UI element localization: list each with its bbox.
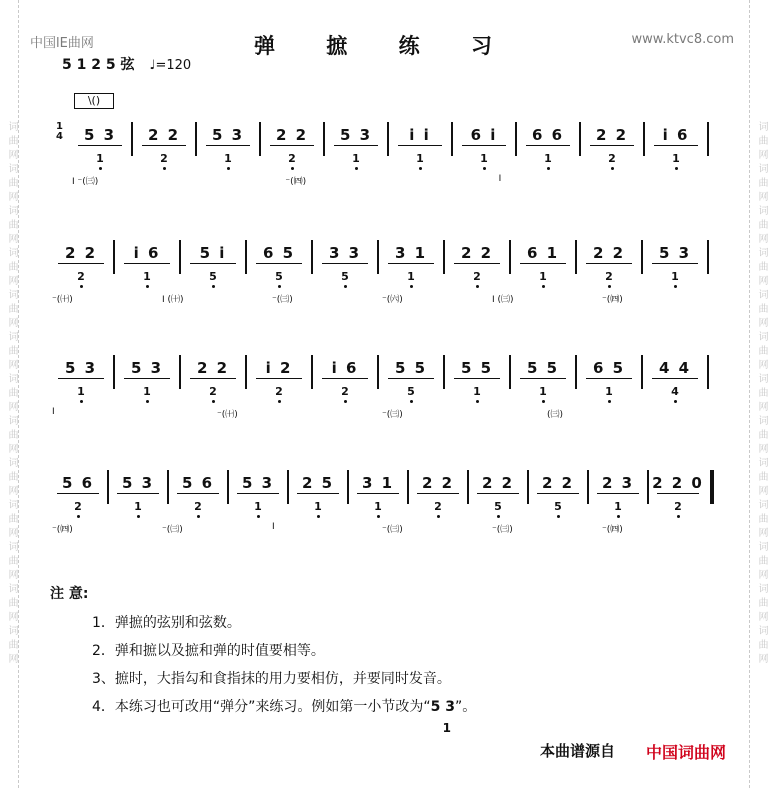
measure xyxy=(468,470,528,530)
measure-notes: 5 3 xyxy=(114,359,180,379)
measure-string: 1 xyxy=(452,152,516,170)
score-row xyxy=(48,470,718,540)
measure-notes: 5 5 xyxy=(444,359,510,379)
measure-notes: i 6 xyxy=(114,244,180,264)
measure-string: 5 xyxy=(180,270,246,288)
watermark-url: www.ktvc8.com xyxy=(631,32,734,47)
measure-string: 1 xyxy=(588,500,648,518)
measure xyxy=(180,240,246,300)
measure xyxy=(312,240,378,300)
measure xyxy=(114,355,180,415)
measure-notes: 5 6 xyxy=(48,474,108,494)
measure xyxy=(348,470,408,530)
note-item-1: 1．弹摭的弦别和弦数。 xyxy=(92,615,241,631)
fingering-mark: ⁻(㈢) xyxy=(162,525,183,535)
notes-heading: 注 意: xyxy=(50,586,89,602)
measure-string: 1 xyxy=(114,385,180,403)
measure xyxy=(576,240,642,300)
measure xyxy=(510,355,576,415)
measure xyxy=(510,240,576,300)
measure-string: 2 xyxy=(408,500,468,518)
measure-notes: 2 2 xyxy=(48,244,114,264)
measure-notes: 5 3 xyxy=(68,126,132,146)
measure xyxy=(528,470,588,530)
measure xyxy=(388,122,452,182)
measure xyxy=(114,240,180,300)
measure xyxy=(378,240,444,300)
measure-string: 1 xyxy=(68,152,132,170)
tempo: ♩=120 xyxy=(149,58,192,73)
measure xyxy=(444,355,510,415)
measure-notes: 2 2 xyxy=(468,474,528,494)
score-title: 弹 摭 练 习 xyxy=(254,33,514,58)
measure-string: 1 xyxy=(288,500,348,518)
fingering-mark: ⁻(㈣) xyxy=(602,295,623,305)
fingering-mark: I xyxy=(52,407,55,417)
watermark-side-left: 词曲网词曲网词曲网词曲网词曲网词曲网词曲网词曲网词曲网词曲网词曲网词曲网词曲网 xyxy=(0,0,19,788)
measure-string: 2 xyxy=(648,500,708,518)
technique-box: \() xyxy=(74,93,114,109)
measure-string: 1 xyxy=(516,152,580,170)
measure xyxy=(246,355,312,415)
measure-notes: 5 i xyxy=(180,244,246,264)
measure-string: 1 xyxy=(388,152,452,170)
fingering-mark: ⁻(㈢) xyxy=(382,410,403,420)
measure-string: 2 xyxy=(48,270,114,288)
fingering-mark: ⁻(㈩) xyxy=(217,410,238,420)
measure-string: 1 xyxy=(644,152,708,170)
fingering-mark: ⁻(㈩) xyxy=(52,295,73,305)
measure-notes: 5 5 xyxy=(510,359,576,379)
measure-notes: 3 3 xyxy=(312,244,378,264)
measure xyxy=(576,355,642,415)
fingering-mark: I ⁻(㈢) xyxy=(72,177,99,187)
watermark-brand: 中国lE曲网 xyxy=(30,36,94,51)
measure xyxy=(516,122,580,182)
fingering-mark: I xyxy=(272,522,275,532)
bar-line xyxy=(707,355,709,389)
measure-string: 2 xyxy=(576,270,642,288)
measure xyxy=(48,240,114,300)
measure-string: 1 xyxy=(48,385,114,403)
note-item-3: 3、摭时，大指勾和食指抹的用力要相仿，并要同时发音。 xyxy=(92,671,451,687)
measure-notes: i i xyxy=(388,126,452,146)
fingering-mark: (㈢) xyxy=(547,410,564,420)
measure-notes: 6 6 xyxy=(516,126,580,146)
measure-string: 4 xyxy=(642,385,708,403)
measure-string: 5 xyxy=(468,500,528,518)
fingering-mark: ⁻(㈣) xyxy=(52,525,73,535)
measure-notes: 5 3 xyxy=(48,359,114,379)
fingering-mark: ⁻(㈢) xyxy=(272,295,293,305)
measure xyxy=(324,122,388,182)
fingering-mark: I (㈩) xyxy=(162,295,184,305)
score-row xyxy=(48,355,718,425)
note-item-4: 4．本练习也可改用“弹分”来练习。例如第一小节改为“5 3 1 ”。 xyxy=(92,699,477,735)
measure-notes: 5 5 xyxy=(378,359,444,379)
measure-notes: 2 2 xyxy=(260,126,324,146)
measure-string: 2 xyxy=(580,152,644,170)
measure-string: 2 xyxy=(132,152,196,170)
measure-string: 1 xyxy=(228,500,288,518)
measure-notes: 3 1 xyxy=(378,244,444,264)
bar-line xyxy=(707,122,709,156)
fingering-mark: I (㈢) xyxy=(492,295,514,305)
measure-notes: 2 2 0 xyxy=(652,474,704,492)
measure-string: 1 xyxy=(108,500,168,518)
measure xyxy=(196,122,260,182)
fingering-mark: ⁻(㈣) xyxy=(285,177,307,187)
measure-string: 1 xyxy=(378,270,444,288)
measure-notes: 6 5 xyxy=(246,244,312,264)
measure xyxy=(378,355,444,415)
measure-notes: i 6 xyxy=(312,359,378,379)
measure-notes: 6 1 xyxy=(510,244,576,264)
measure-notes: 5 3 xyxy=(196,126,260,146)
measure-string: 1 xyxy=(196,152,260,170)
measure xyxy=(648,470,708,530)
measure-string: 1 xyxy=(510,385,576,403)
measure-notes: 2 2 xyxy=(180,359,246,379)
measure-string: 1 xyxy=(642,270,708,288)
measure-notes: i 2 xyxy=(246,359,312,379)
measure-string: 1 xyxy=(348,500,408,518)
measure-string: 1 xyxy=(324,152,388,170)
measure-string: 5 xyxy=(528,500,588,518)
measure xyxy=(444,240,510,300)
fingering-mark: ⁻(㈢) xyxy=(492,525,513,535)
measure-string: 2 xyxy=(312,385,378,403)
source-label: 本曲谱源自 xyxy=(540,742,616,760)
measure-notes: 2 5 xyxy=(288,474,348,494)
measure xyxy=(644,122,708,182)
measure-notes: 2 2 xyxy=(580,126,644,146)
measure-notes: 6 5 xyxy=(576,359,642,379)
measure-notes: i 6 xyxy=(644,126,708,146)
measure xyxy=(642,355,708,415)
measure-notes: 3 1 xyxy=(348,474,408,494)
bar-line xyxy=(707,240,709,274)
measure xyxy=(132,122,196,182)
measure xyxy=(288,470,348,530)
tuning: 5 1 2 5 弦 xyxy=(62,57,135,73)
measure-notes: 5 3 xyxy=(108,474,168,494)
measure xyxy=(452,122,516,182)
source-brand-link[interactable]: 中国词曲网 xyxy=(646,743,727,762)
fingering-mark: I xyxy=(498,174,502,184)
measure xyxy=(246,240,312,300)
measure xyxy=(180,355,246,415)
watermark-side-right: 词曲网词曲网词曲网词曲网词曲网词曲网词曲网词曲网词曲网词曲网词曲网词曲网词曲网 xyxy=(749,0,768,788)
fingering-mark: ⁻(㈣) xyxy=(602,525,623,535)
measure-notes: 2 2 xyxy=(408,474,468,494)
measure-notes: 2 2 xyxy=(528,474,588,494)
measure-notes: 5 3 xyxy=(228,474,288,494)
final-bar-line xyxy=(710,470,714,504)
measure-notes: 2 2 xyxy=(444,244,510,264)
measure-string: 1 xyxy=(576,385,642,403)
measure-notes: 5 3 xyxy=(324,126,388,146)
measure xyxy=(312,355,378,415)
measure xyxy=(48,355,114,415)
measure-notes: 2 2 xyxy=(576,244,642,264)
measure xyxy=(108,470,168,530)
measure-string: 2 xyxy=(180,385,246,403)
fingering-mark: ⁻(㈥) xyxy=(382,295,403,305)
measure-string: 2 xyxy=(444,270,510,288)
measure-string: 5 xyxy=(312,270,378,288)
measure-notes: 5 3 xyxy=(642,244,708,264)
tuning-line xyxy=(62,54,191,74)
measure-string: 2 xyxy=(246,385,312,403)
measure-notes: 4 4 xyxy=(642,359,708,379)
measure-notes: 2 3 xyxy=(588,474,648,494)
measure-string: 1 xyxy=(510,270,576,288)
measure xyxy=(260,122,324,182)
score-row xyxy=(48,240,718,310)
measure xyxy=(168,470,228,530)
measure-string: 2 xyxy=(48,500,108,518)
note-item-2: 2．弹和摭以及摭和弹的时值要相等。 xyxy=(92,643,325,659)
fingering-mark: ⁻(㈢) xyxy=(382,525,403,535)
measure xyxy=(642,240,708,300)
measure xyxy=(408,470,468,530)
measure-string: 1 xyxy=(444,385,510,403)
measure-string: 5 xyxy=(246,270,312,288)
measure-notes: 6 i xyxy=(452,126,516,146)
measure-notes: 2 2 xyxy=(132,126,196,146)
measure xyxy=(580,122,644,182)
example-notation: 5 3 1 xyxy=(430,699,456,735)
measure-string: 2 xyxy=(168,500,228,518)
measure-string: 2 xyxy=(260,152,324,170)
measure-string: 5 xyxy=(378,385,444,403)
measure xyxy=(68,122,132,182)
score-row xyxy=(48,122,718,192)
measure-string: 1 xyxy=(114,270,180,288)
measure xyxy=(588,470,648,530)
measure-notes: 5 6 xyxy=(168,474,228,494)
time-signature: 1 4 xyxy=(56,121,63,142)
measure xyxy=(228,470,288,530)
measure xyxy=(48,470,108,530)
